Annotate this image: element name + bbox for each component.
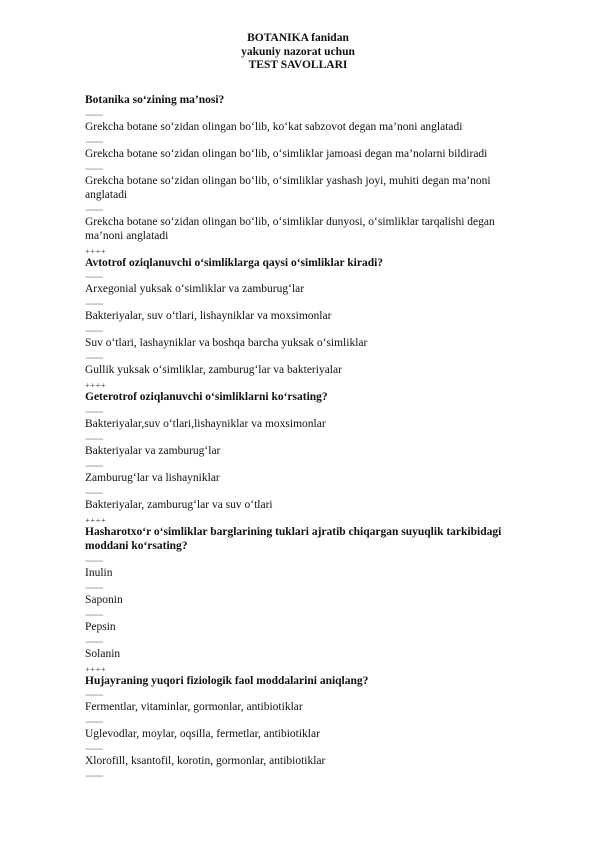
question-separator: ++++ <box>85 380 107 390</box>
answer-option: Fermentlar, vitaminlar, gormonlar, antibiotiklar <box>85 701 303 713</box>
document-header <box>0 32 596 73</box>
question-text: Hujayraning yuqori fiziologik faol moddalarini aniqlang? <box>85 674 369 687</box>
answer-option: Saponin <box>85 593 123 606</box>
option-separator: ===== <box>85 434 103 444</box>
question-separator: ++++ <box>85 514 107 525</box>
option-separator: ===== <box>85 205 103 215</box>
option-separator: ===== <box>85 407 103 417</box>
option-separator: ===== <box>85 691 103 700</box>
answer-option: Grekcha botane so‘zidan olingan bo‘lib, ko‘kat sabzovot degan ma’noni anglatadi <box>85 120 463 133</box>
answer-option: Grekcha botane so‘zidan olingan bo‘lib, o‘simliklar dunyosi, o‘simliklar tarqalishi degan ma’noni anglatadi <box>85 215 495 242</box>
option-separator: ===== <box>85 273 103 282</box>
option-separator: ===== <box>85 461 103 471</box>
option-separator: ===== <box>85 772 103 781</box>
answer-option: Bakteriyalar, suv o‘tlari, lishayniklar va moxsimonlar <box>85 310 332 322</box>
option-separator: ===== <box>85 718 103 727</box>
answer-option: Pepsin <box>85 620 116 633</box>
option-separator: ===== <box>85 583 103 593</box>
answer-option: Uglevodlar, moylar, oqsilla, fermetlar, antibiotiklar <box>85 728 320 740</box>
option-separator: ===== <box>85 354 103 363</box>
answer-option: Bakteriyalar va zamburug‘lar <box>85 444 221 457</box>
question-separator: ++++ <box>85 663 107 674</box>
answer-option: Grekcha botane so‘zidan olingan bo‘lib, o‘simliklar yashash joyi, muhiti degan ma’noni anglatadi <box>85 174 491 201</box>
question-text: Botanika so‘zining ma’nosi? <box>85 94 225 106</box>
answer-option: Bakteriyalar, zamburug‘lar va suv o‘tlari <box>85 498 273 511</box>
option-separator: ===== <box>85 610 103 620</box>
question-list <box>85 93 525 781</box>
option-separator: ===== <box>85 300 103 309</box>
answer-option: Grekcha botane so‘zidan olingan bo‘lib, o‘simliklar jamoasi degan ma’nolarni bildiradi <box>85 147 488 160</box>
question-text: Hasharotxo‘r o‘simliklar barglarining tuklari ajratib chiqargan suyuqlik tarkibidagi moddani ko‘rsating? <box>85 525 502 552</box>
option-separator: ===== <box>85 327 103 336</box>
question-text: Avtotrof oziqlanuvchi o‘simliklarga qaysi o‘simliklar kiradi? <box>85 256 384 269</box>
option-separator: ===== <box>85 556 103 566</box>
answer-option: Suv o‘tlari, lashayniklar va boshqa barcha yuksak o‘simliklar <box>85 337 368 349</box>
answer-option: Inulin <box>85 566 113 579</box>
option-separator: ===== <box>85 745 103 754</box>
option-separator: ===== <box>85 164 103 174</box>
header-line-3: TEST SAVOLLARI <box>248 59 348 71</box>
option-separator: ===== <box>85 110 103 120</box>
answer-option: Gullik yuksak o‘simliklar, zamburug‘lar va bakteriyalar <box>85 364 342 376</box>
option-separator: ===== <box>85 488 103 498</box>
question-separator: ++++ <box>85 245 107 256</box>
header-line-1: BOTANIKA fanidan <box>247 32 349 44</box>
answer-option: Xlorofill, ksantofil, korotin, gormonlar, antibiotiklar <box>85 755 326 767</box>
option-separator: ===== <box>85 637 103 647</box>
answer-option: Arxegonial yuksak o‘simliklar va zamburug‘lar <box>85 283 305 295</box>
answer-option: Zamburug‘lar va lishayniklar <box>85 471 220 484</box>
question-text: Geterotrof oziqlanuvchi o‘simliklarni ko‘rsating? <box>85 391 328 403</box>
header-line-2: yakuniy nazorat uchun <box>241 45 355 58</box>
answer-option: Solanin <box>85 647 121 660</box>
answer-option: Bakteriyalar,suv o‘tlari,lishayniklar va moxsimonlar <box>85 417 326 430</box>
option-separator: ===== <box>85 137 103 147</box>
